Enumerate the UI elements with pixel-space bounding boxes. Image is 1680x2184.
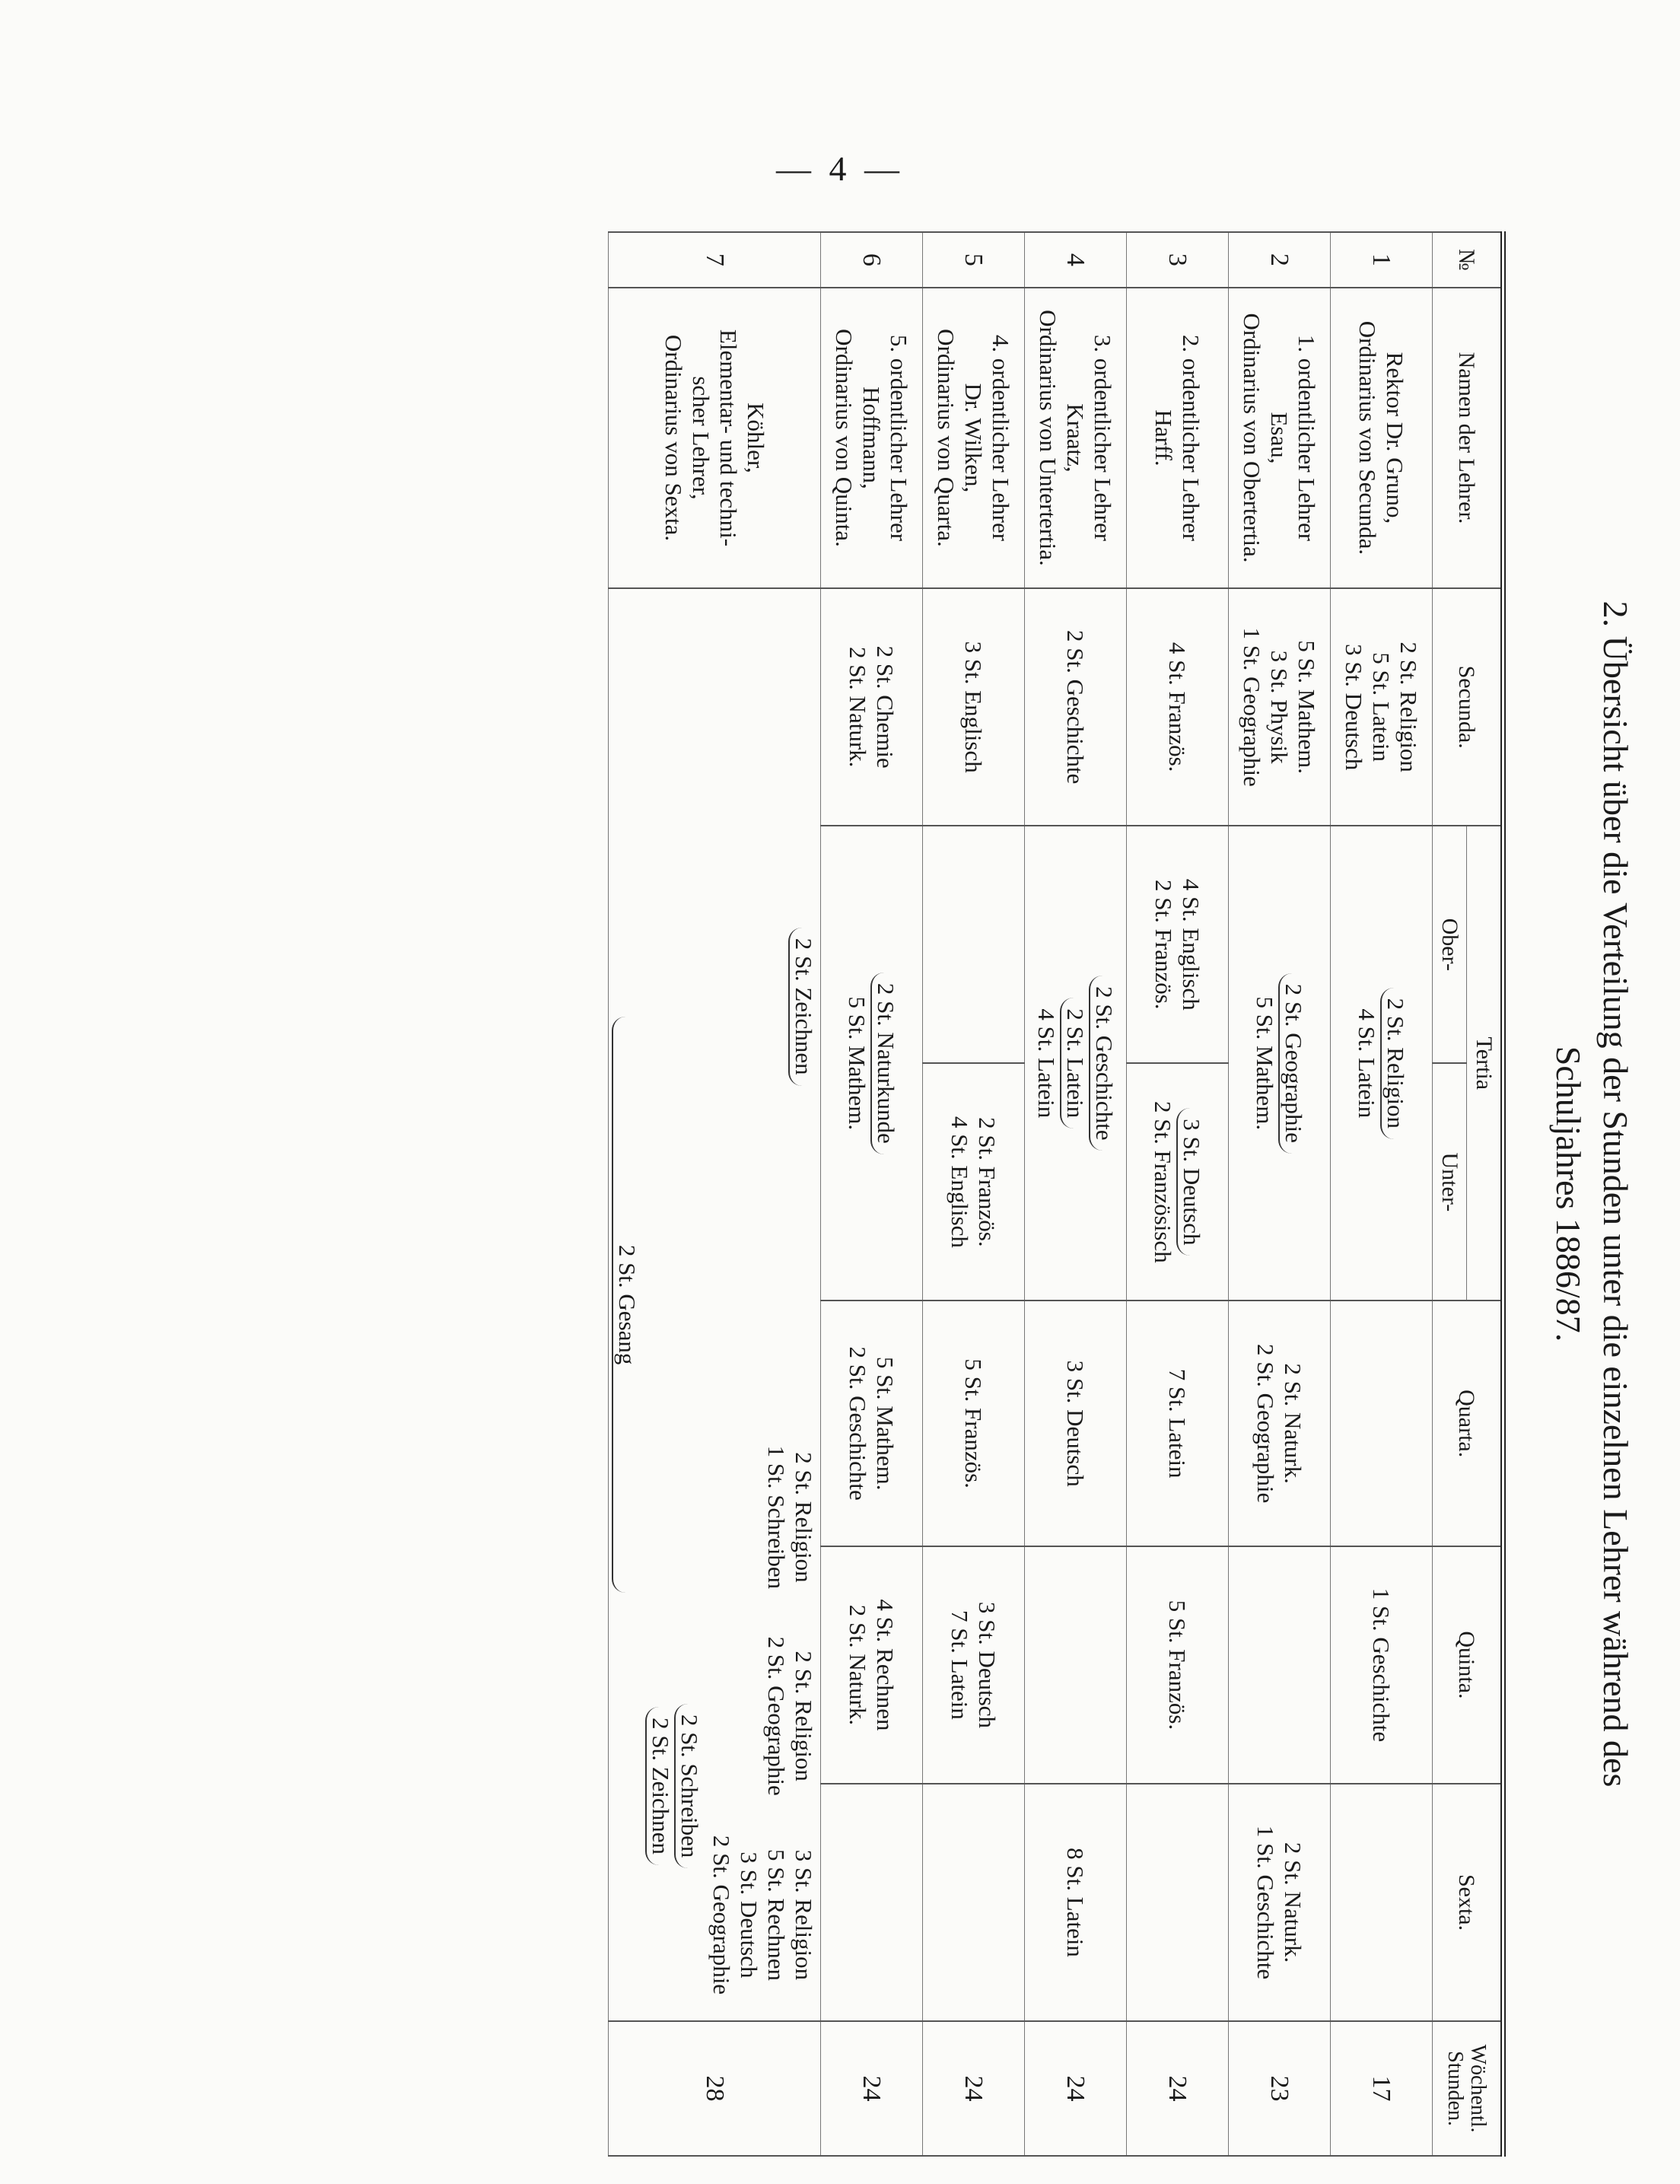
tertia-cell bbox=[1229, 826, 1331, 1301]
combined-layout bbox=[708, 595, 817, 2014]
col-header-name: Namen der Lehrer. bbox=[1433, 288, 1503, 588]
row-number: 4 bbox=[1025, 232, 1127, 288]
row-number: 1 bbox=[1331, 232, 1433, 288]
teacher-name bbox=[609, 288, 821, 588]
obertertia-entry: 5 St. Mathem. bbox=[1252, 996, 1279, 1131]
name-line: Dr. Wilken, bbox=[960, 383, 988, 493]
col-header-quinta: Quinta. bbox=[1433, 1546, 1503, 1784]
quinta-block bbox=[762, 1617, 817, 1816]
secunda-cell: 2 St. Geschichte bbox=[1025, 588, 1127, 826]
quinta-cell: 5 St. Französ. bbox=[1127, 1546, 1229, 1784]
sexta-block bbox=[708, 1816, 817, 2014]
subject-entry: 3 St. Physik bbox=[1266, 650, 1293, 764]
heading-line-1: 2. Übersicht über die Verteilung der Stunden unter die einzelnen Lehrer während des bbox=[1596, 600, 1635, 1788]
name-line: scher Lehrer, bbox=[688, 376, 714, 500]
tertia-joint-entry: 2 St. Religion bbox=[1381, 988, 1410, 1139]
subject-entry: 2 St. Religion bbox=[791, 1452, 817, 1583]
tertia-cell bbox=[821, 826, 923, 1301]
sexta-cell bbox=[1331, 1784, 1433, 2021]
secunda-cell bbox=[1229, 588, 1331, 826]
quinta-cell: 1 St. Geschichte bbox=[1331, 1546, 1433, 1784]
subject-entry: 5 St. Mathem. bbox=[1293, 640, 1321, 774]
row-number: 5 bbox=[923, 232, 1025, 288]
name-line: 1. ordentlicher Lehrer bbox=[1293, 334, 1321, 542]
page-heading bbox=[1545, 216, 1639, 2172]
quarta-cell bbox=[1229, 1301, 1331, 1546]
subject-entry: 4 St. Englisch bbox=[947, 1116, 974, 1248]
subject-entry: 2 St. Französ. bbox=[1150, 880, 1178, 1010]
table-row bbox=[1229, 232, 1331, 2156]
table-row bbox=[1025, 232, 1127, 2156]
zeichnen-block bbox=[788, 595, 817, 1418]
name-line: 3. ordentlicher Lehrer bbox=[1090, 334, 1117, 542]
name-line: Ordinarius von Sexta. bbox=[660, 334, 687, 542]
subject-entry: 2 St. Geschichte bbox=[845, 1346, 872, 1501]
joint-entry-zeichnen-lower: 2 St. Zeichnen bbox=[645, 1707, 674, 1865]
sexta-cell bbox=[821, 1784, 923, 2021]
subject-entry: 1 St. Schreiben bbox=[763, 1445, 790, 1590]
obertertia-cell bbox=[1127, 826, 1229, 1063]
joint-entry-zeichnen: 2 St. Zeichnen bbox=[788, 928, 817, 1086]
rotated-page bbox=[148, 216, 1639, 2172]
teacher-name bbox=[923, 288, 1025, 588]
name-line: Esau, bbox=[1266, 412, 1293, 464]
name-line: Rektor Dr. Gruno, bbox=[1382, 352, 1409, 524]
table-row bbox=[1127, 232, 1229, 2156]
heading-line-2: Schuljahres 1886/87. bbox=[1549, 1046, 1588, 1342]
secunda-cell: 3 St. Englisch bbox=[923, 588, 1025, 826]
subject-entry: 2 St. Naturk. bbox=[1280, 1842, 1307, 1963]
teacher-name bbox=[1025, 288, 1127, 588]
quarta-cell: 7 St. Latein bbox=[1127, 1301, 1229, 1546]
weekly-total: 17 bbox=[1331, 2021, 1433, 2156]
untertertia-cell bbox=[923, 1063, 1025, 1301]
weekly-label: Wöchentl. bbox=[1466, 2044, 1491, 2133]
subject-entry: 2 St. Naturk. bbox=[845, 646, 872, 768]
tertia-cell bbox=[1025, 826, 1127, 1301]
table-row bbox=[1331, 232, 1433, 2156]
subject-entry: 3 St. Deutsch bbox=[974, 1601, 1001, 1729]
subject-entry: 1 St. Geschichte bbox=[1252, 1825, 1280, 1980]
subject-entry: 1 St. Geographie bbox=[1239, 627, 1266, 787]
subject-entry: 2 St. Geographie bbox=[1252, 1344, 1280, 1504]
subject-entry: 4 St. Englisch bbox=[1178, 878, 1205, 1011]
weekly-total: 24 bbox=[821, 2021, 923, 2156]
teacher-hours-table bbox=[608, 231, 1506, 2157]
subject-entry: 2 St. Naturk. bbox=[845, 1604, 872, 1726]
secunda-cell bbox=[1331, 588, 1433, 826]
schreiben-zeichnen-block bbox=[645, 1558, 703, 2014]
col-header-secunda: Secunda. bbox=[1433, 588, 1503, 826]
teacher-name bbox=[1229, 288, 1331, 588]
quinta-cell bbox=[1025, 1546, 1127, 1784]
name-line: Kraatz, bbox=[1062, 403, 1090, 473]
col-header-tertia: Tertia bbox=[1467, 826, 1503, 1301]
subject-entry: 2 St. Geographie bbox=[708, 1835, 735, 1995]
untertertia-entry: 4 St. Latein bbox=[1033, 1008, 1061, 1119]
row-number: 3 bbox=[1127, 232, 1229, 288]
subject-entry: 2 St. Chemie bbox=[872, 645, 899, 769]
hours-label: Stunden. bbox=[1443, 2051, 1468, 2126]
name-line: Ordinarius von Secunda. bbox=[1354, 320, 1382, 556]
col-header-quarta: Quarta. bbox=[1433, 1301, 1503, 1546]
secunda-cell: 4 St. Französ. bbox=[1127, 588, 1229, 826]
subject-entry: 2 St. Naturk. bbox=[1280, 1363, 1307, 1484]
untertertia-cell bbox=[1127, 1063, 1229, 1301]
quarta-cell bbox=[1331, 1301, 1433, 1546]
subject-entry: 5 St. Rechnen bbox=[763, 1848, 790, 1981]
page-number: — 4 — bbox=[776, 149, 904, 188]
name-line: Ordinarius von Obertertia. bbox=[1239, 313, 1266, 563]
subject-entry: 7 St. Latein bbox=[947, 1610, 974, 1720]
row-number: 6 bbox=[821, 232, 923, 288]
subject-entry: 2 St. Religion bbox=[791, 1651, 817, 1781]
weekly-total: 23 bbox=[1229, 2021, 1331, 2156]
weekly-total: 24 bbox=[1127, 2021, 1229, 2156]
weekly-total: 24 bbox=[1025, 2021, 1127, 2156]
subject-entry: 2 St. Religion bbox=[1395, 642, 1423, 772]
col-header-obertertia: Ober- bbox=[1433, 826, 1467, 1063]
subject-entry: 2 St. Französ. bbox=[974, 1117, 1001, 1247]
name-line: 5. ordentlicher Lehrer bbox=[886, 334, 913, 542]
subject-entry: 5 St. Mathem. bbox=[872, 1356, 899, 1491]
untertertia-entry: 2 St. Französisch bbox=[1150, 1101, 1177, 1263]
quarta-cell: 3 St. Deutsch bbox=[1025, 1301, 1127, 1546]
tertia-cell bbox=[1331, 826, 1433, 1301]
quarta-cell bbox=[821, 1301, 923, 1546]
combined-subjects-cell bbox=[609, 588, 821, 2021]
weekly-total: 28 bbox=[609, 2021, 821, 2156]
row-number: 2 bbox=[1229, 232, 1331, 288]
obertertia-entry: 4 St. Latein bbox=[1354, 1008, 1381, 1119]
quarta-block bbox=[762, 1418, 817, 1616]
name-line: Ordinarius von Quinta. bbox=[831, 329, 858, 547]
subject-entry: 3 St. Deutsch bbox=[1341, 644, 1368, 771]
quinta-cell bbox=[923, 1546, 1025, 1784]
col-header-weekly-hours bbox=[1433, 2021, 1503, 2156]
quinta-cell bbox=[821, 1546, 923, 1784]
col-header-sexta: Sexta. bbox=[1433, 1784, 1503, 2021]
subject-entry: 4 St. Rechnen bbox=[872, 1599, 899, 1731]
sexta-cell bbox=[923, 1784, 1025, 2021]
teacher-name bbox=[1127, 288, 1229, 588]
name-line: 4. ordentlicher Lehrer bbox=[988, 334, 1015, 542]
gesang-block bbox=[612, 595, 641, 2014]
untertertia-entry: 5 St. Mathem. bbox=[844, 996, 871, 1131]
joint-entry-schreiben: 2 St. Schreiben bbox=[674, 1704, 703, 1869]
name-line: Ordinarius von Quarta. bbox=[933, 329, 960, 547]
teacher-name bbox=[1331, 288, 1433, 588]
name-line: Elementar- und techni- bbox=[715, 329, 742, 547]
sexta-cell bbox=[1229, 1784, 1331, 2021]
row-number: 7 bbox=[609, 232, 821, 288]
quinta-cell bbox=[1229, 1546, 1331, 1784]
lower-joint-layout bbox=[645, 595, 703, 2014]
tertia-joint-entry: 2 St. Naturkunde bbox=[871, 973, 900, 1154]
subject-entry: 3 St. Deutsch bbox=[736, 1851, 762, 1979]
table-row bbox=[609, 232, 821, 2156]
tertia-joint-entry: 2 St. Geographie bbox=[1279, 973, 1308, 1154]
name-line: Ordinarius von Untertertia. bbox=[1035, 310, 1062, 566]
quarta-cell: 5 St. Französ. bbox=[923, 1301, 1025, 1546]
col-header-untertertia: Unter- bbox=[1433, 1063, 1467, 1301]
table-row bbox=[923, 232, 1025, 2156]
col-header-no: № bbox=[1433, 232, 1503, 288]
sexta-cell: 8 St. Latein bbox=[1025, 1784, 1127, 2021]
tertia-joint-entry: 3 St. Deutsch bbox=[1177, 1108, 1206, 1256]
subject-entry: 5 St. Latein bbox=[1368, 652, 1395, 762]
tertia-joint-entry: 2 St. Geschichte bbox=[1090, 976, 1118, 1151]
teacher-name bbox=[821, 288, 923, 588]
tertia-joint-entry: 2 St. Latein bbox=[1061, 998, 1090, 1129]
table-row bbox=[821, 232, 923, 2156]
weekly-total: 24 bbox=[923, 2021, 1025, 2156]
name-line: Köhler, bbox=[743, 403, 769, 473]
name-line: 2. ordentlicher Lehrer bbox=[1178, 334, 1205, 542]
sexta-cell bbox=[1127, 1784, 1229, 2021]
joint-entry-gesang: 2 St. Gesang bbox=[612, 1017, 641, 1593]
name-line: Hoffmann, bbox=[858, 387, 886, 489]
subject-entry: 3 St. Religion bbox=[791, 1849, 817, 1981]
name-line: Harff. bbox=[1150, 409, 1178, 466]
subject-entry: 2 St. Geographie bbox=[763, 1636, 790, 1796]
secunda-cell bbox=[821, 588, 923, 826]
obertertia-cell bbox=[923, 826, 1025, 1063]
